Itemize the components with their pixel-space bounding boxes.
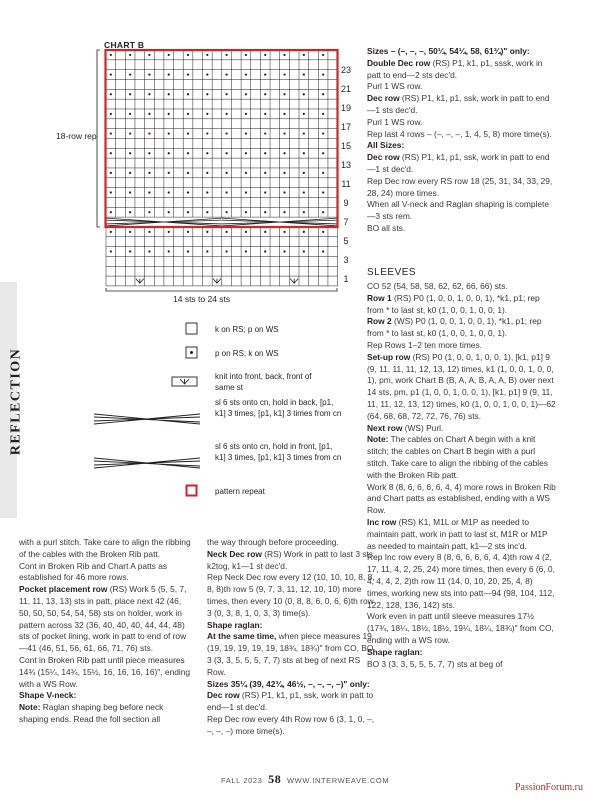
instruction-text: Work even in patt until sleeve measures 17½ (17¾, 18¼, 18½, 18½, 19¼, 18¼, 18¾)" from CO, ending with a WS row.: [367, 611, 554, 645]
legend-purl: p on RS; k on WS: [215, 349, 279, 358]
purl-dot: [245, 54, 247, 56]
purl-dot: [322, 250, 324, 252]
paragraph: [367, 352, 557, 423]
purl-dot: [110, 250, 112, 252]
instruction-text: the way through before proceeding.: [207, 537, 339, 547]
purl-dot: [322, 113, 324, 115]
paragraph: [367, 434, 557, 481]
purl-dot: [206, 250, 208, 252]
purl-dot: [168, 113, 170, 115]
purl-dot: [245, 191, 247, 193]
purl-dot: [245, 152, 247, 154]
purl-dot: [303, 73, 305, 75]
purl-dot: [303, 231, 305, 233]
paragraph: [367, 293, 557, 317]
section-tab-label: REFLECTION: [8, 347, 24, 456]
purl-dot: [206, 152, 208, 154]
purl-dot: [187, 132, 189, 134]
purl-dot: [168, 54, 170, 56]
instruction-text: (RS) Work 5 (5, 5, 7, 11, 11, 13, 13) sts in patt, place next 42 (46, 50, 50, 50, 54, 54, 58) sts on holder, work in pattern across 32 (36, 40, 40, 40, 44, 44, 48) sts of pocket lining, work in patt to end of row—41 (46, 51, 56, 61, 66, 71, 76) sts.: [19, 584, 187, 654]
paragraph: [367, 423, 557, 435]
purl-dot: [206, 113, 208, 115]
purl-dot: [110, 211, 112, 213]
purl-dot: [264, 231, 266, 233]
paragraph: [367, 199, 557, 223]
paragraph: [367, 58, 557, 82]
instruction-text: (WS) Purl.: [402, 422, 444, 433]
purl-dot: [168, 231, 170, 233]
purl-dot: [226, 191, 228, 193]
row-number: 23: [340, 65, 351, 75]
row-number: 17: [340, 122, 351, 132]
instruction-text: Rep Dec row every RS row 18 (25, 31, 34, 33, 29, 28, 24) more times.: [367, 175, 553, 198]
footer-website: WWW.INTERWEAVE.COM: [286, 776, 390, 785]
instruction-heading: Neck Dec row: [207, 548, 262, 559]
paragraph: [367, 129, 557, 141]
purl-dot: [226, 231, 228, 233]
purl-dot: [264, 93, 266, 95]
row-number: 3: [343, 255, 349, 265]
paragraph: [19, 537, 194, 561]
purl-dot: [168, 73, 170, 75]
purl-dot: [206, 73, 208, 75]
instruction-text: (RS) P1, k1, p1, ssk, work in patt to end—1 st dec'd.: [367, 152, 550, 174]
instruction-text: Work 8 (8, 6, 6, 6, 6, 4, 4) more rows in Broken Rib and Chart patts as established, ending with a WS Row.: [367, 481, 556, 516]
instruction-heading: Pocket placement row: [19, 584, 108, 595]
purl-dot: [206, 93, 208, 95]
instruction-heading: At the same time,: [207, 631, 277, 642]
instruction-text: (RS) P1, k1, p1, ssk, work in patt to end—1 sts dec'd.: [367, 93, 550, 115]
paragraph: [207, 679, 380, 691]
paragraph: [367, 517, 557, 552]
purl-dot: [283, 93, 285, 95]
column-right-bottom: [367, 281, 557, 670]
page-footer: [221, 772, 389, 787]
purl-dot: [283, 211, 285, 213]
purl-dot: [245, 73, 247, 75]
footer-issue: FALL 2023: [221, 776, 263, 785]
paragraph: [19, 584, 194, 655]
page-number: 58: [268, 772, 282, 786]
purl-dot: [226, 211, 228, 213]
purl-dot: [187, 73, 189, 75]
purl-dot: [226, 250, 228, 252]
instruction-heading: Dec row: [367, 93, 400, 104]
paragraph: [367, 552, 557, 611]
purl-dot: [283, 73, 285, 75]
purl-dot: [303, 250, 305, 252]
purl-dot: [129, 152, 131, 154]
instruction-text: Rep Inc row every 8 (8, 6, 6, 6, 6, 4, 4)th row 4 (2, 17, 11, 4, 2, 25, 24) more times, then every 6 (6, 0, 4, 4, 4, 2, 2)th row 11 (14, 0, 10, 20, 25, 4, 8) times, working new sts into patt—94 (98, 104, 112, 122, 128, 136, 142) sts.: [367, 552, 555, 610]
cable-cross: [106, 218, 222, 226]
paragraph: [207, 690, 380, 714]
instruction-heading: Dec row: [367, 152, 400, 163]
increase-mark: [213, 279, 221, 284]
instruction-heading: Next row: [367, 422, 403, 433]
purl-dot: [148, 73, 150, 75]
paragraph: [367, 117, 557, 129]
purl-dot: [148, 211, 150, 213]
purl-dot: [264, 152, 266, 154]
paragraph: [367, 81, 557, 93]
paragraph: [207, 537, 380, 549]
purl-dot: [187, 152, 189, 154]
instruction-text: Rep Dec row every 4th Row row 6 (3, 1, 0, –, –, –, –) more time(s).: [207, 713, 375, 736]
purl-dot: [226, 172, 228, 174]
purl-dot: [264, 73, 266, 75]
purl-dot: [129, 54, 131, 56]
purl-dot: [129, 93, 131, 95]
back-cable-icon: [92, 412, 202, 426]
purl-dot: [168, 191, 170, 193]
instruction-heading: Row 2: [367, 316, 392, 327]
purl-dot: [264, 211, 266, 213]
purl-dot: [206, 191, 208, 193]
paragraph: [367, 223, 557, 235]
instruction-text: (RS) P0 (1, 0, 0, 1, 0, 0, 1), [k1, p1] 9 (9, 11, 11, 11, 12, 13, 12) times, k1 (1, 0, 0, 1, 0, 0, 1), pm, work Chart B (B, A, A, B, A, A, B) over next 14 sts, pm, p1 (1, 0, 0, 1, 0, 0, 1), [k1, p1] 9 (9, 11, 11, 11, 12, 13, 12) times, k0 (1, 0, 0, 1, 0, 0, 1)—62 (64, 68, 68, 72, 72, 76, 76) sts.: [367, 351, 556, 421]
paragraph: [367, 281, 557, 293]
instruction-heading: Set-up row: [367, 351, 411, 362]
purl-dot: [322, 93, 324, 95]
purl-dot: [110, 172, 112, 174]
purl-dot: [187, 172, 189, 174]
legend-back-cable: sl 6 sts onto cn, hold in back, [p1, k1] 3 times, [p1, k1] 3 times from cn: [215, 398, 342, 418]
purl-dot: [168, 132, 170, 134]
purl-dot: [245, 132, 247, 134]
instruction-heading: Dec row: [207, 690, 240, 701]
purl-dot: [245, 93, 247, 95]
purl-dot: [283, 152, 285, 154]
pattern-repeat-icon: [185, 484, 199, 498]
instruction-text: When all V-neck and Raglan shaping is complete—3 sts rem.: [367, 199, 550, 222]
purl-dot: [283, 132, 285, 134]
instruction-text: when piece measures 19 (19, 19, 19, 19, 19, 18¾, 18¾)" from CO, BO 3 (3, 3, 5, 5, 5, 7, 7) sts at beg of next RS Row.: [207, 631, 374, 677]
purl-dot: [110, 54, 112, 56]
paragraph: [367, 152, 557, 176]
paragraph: [207, 631, 380, 678]
instruction-heading: Sizes – (–, –, –, 50¼, 54¼, 58, 61¾)" only:: [367, 46, 530, 56]
purl-dot: [226, 113, 228, 115]
instruction-text: (RS) K1, M1L or M1P as needed to maintain patt, work in patt to last st, M1R or M1P as needed to maintain patt, k1—2 sts inc'd.: [367, 516, 548, 551]
purl-dot: [148, 113, 150, 115]
knit-square-icon: [185, 322, 199, 336]
paragraph: [367, 46, 557, 58]
instruction-heading: Row 1: [367, 292, 392, 303]
purl-dot: [129, 191, 131, 193]
instruction-text: CO 52 (54, 58, 58, 62, 62, 66, 66) sts.: [367, 281, 508, 291]
column-left: [19, 537, 194, 726]
paragraph: [19, 655, 194, 690]
sts-bracket: [106, 288, 337, 291]
row-number: 7: [343, 217, 349, 227]
column-right-top: [367, 46, 557, 235]
purl-dot: [148, 172, 150, 174]
instruction-heading: All Sizes:: [367, 140, 405, 151]
instruction-text: Raglan shaping beg before neck shaping ends. Read the foll section all: [19, 702, 164, 724]
purl-dot: [322, 191, 324, 193]
instruction-heading: Shape V-neck:: [19, 690, 77, 701]
increase-mark: [136, 279, 144, 284]
instruction-text: Cont in Broken Rib and Chart A patts as established for 46 more rows.: [19, 560, 168, 583]
watermark: PassionForum.ru: [514, 782, 583, 793]
instruction-heading: Shape raglan:: [207, 619, 263, 630]
purl-dot: [206, 211, 208, 213]
purl-dot: [110, 231, 112, 233]
legend-repeat: pattern repeat: [215, 487, 265, 496]
purl-dot: [283, 54, 285, 56]
purl-dot: [148, 54, 150, 56]
instruction-text: (WS) P0 (1, 0, 0, 1, 0, 0, 1), *k1, p1; rep from * to last st, k0 (1, 0, 0, 1, 0, 0, 1).: [367, 316, 542, 339]
purl-dot: [129, 73, 131, 75]
purl-dot: [206, 231, 208, 233]
instruction-text: (RS) P0 (1, 0, 0, 1, 0, 0, 1), *k1, p1; rep from * to last st, k0 (1, 0, 0, 1, 0, 0, 1).: [367, 292, 540, 315]
purl-dot: [206, 132, 208, 134]
paragraph: [207, 620, 380, 632]
purl-dot: [110, 113, 112, 115]
chart-b-diagram: [48, 40, 348, 300]
row-number: 1: [343, 274, 349, 284]
purl-dot: [187, 250, 189, 252]
chart-grid: [106, 50, 338, 286]
chart-title: CHART B: [104, 40, 145, 50]
purl-dot: [110, 73, 112, 75]
purl-dot: [245, 231, 247, 233]
purl-dot: [264, 250, 266, 252]
purl-dot: [148, 250, 150, 252]
purl-dot: [129, 211, 131, 213]
purl-dot: [168, 93, 170, 95]
purl-dot: [226, 132, 228, 134]
instruction-heading: Note:: [367, 434, 389, 445]
purl-dot: [168, 172, 170, 174]
purl-dot: [303, 211, 305, 213]
instruction-text: BO all sts.: [367, 222, 406, 233]
purl-dot: [129, 113, 131, 115]
instruction-heading: Sizes 35¼ (39, 42¾, 46½, –, –, –, –)" only:: [207, 678, 370, 689]
row-number: 13: [340, 160, 351, 170]
purl-dot: [283, 113, 285, 115]
purl-dot: [148, 93, 150, 95]
purl-dot: [322, 231, 324, 233]
instruction-heading: Inc row: [367, 516, 397, 527]
purl-dot: [322, 152, 324, 154]
purl-dot: [226, 54, 228, 56]
legend-front-cable: sl 6 sts onto cn, hold in front, [p1, k1] 3 times, [p1, k1] 3 times from cn: [215, 442, 342, 462]
paragraph: [367, 176, 557, 200]
purl-dot: [322, 172, 324, 174]
paragraph: [367, 340, 557, 352]
paragraph: [367, 93, 557, 117]
purl-dot: [206, 172, 208, 174]
purl-dot: [129, 172, 131, 174]
purl-dot: [264, 191, 266, 193]
purl-dot: [187, 54, 189, 56]
row-number: 11: [341, 179, 351, 189]
purl-dot: [110, 132, 112, 134]
instruction-text: (RS) P1, k1, p1, sssk, work in patt to end—2 sts dec'd.: [367, 57, 543, 80]
purl-dot: [168, 152, 170, 154]
purl-dot: [206, 54, 208, 56]
purl-dot: [110, 191, 112, 193]
paragraph: [19, 561, 194, 585]
purl-dot: [303, 191, 305, 193]
paragraph: [367, 482, 557, 517]
instruction-text: Cont in Broken Rib patt until piece measures 14¾ (15¼, 14¾, 15½, 16, 16, 16, 16)", ending with a WS Row.: [19, 654, 191, 689]
paragraph: [207, 714, 380, 738]
purl-dot: [226, 93, 228, 95]
purl-dot: [322, 211, 324, 213]
purl-dot: [322, 54, 324, 56]
purl-dot: [303, 172, 305, 174]
paragraph: [19, 702, 194, 726]
purl-dot: [303, 132, 305, 134]
purl-dot: [187, 211, 189, 213]
row-number: 9: [343, 198, 349, 208]
purl-dot: [264, 132, 266, 134]
purl-dot: [283, 191, 285, 193]
purl-dot: [110, 152, 112, 154]
paragraph: [367, 611, 557, 646]
instruction-text: Rep last 4 rows – (–, –, –, 1, 4, 5, 8) more time(s).: [367, 128, 552, 139]
row-number: 19: [340, 103, 351, 113]
purl-dot: [129, 250, 131, 252]
increase-mark: [290, 279, 298, 284]
front-cable-icon: [92, 456, 202, 470]
purl-dot: [264, 172, 266, 174]
purl-dot: [148, 191, 150, 193]
purl-dot: [245, 172, 247, 174]
purl-dot: [303, 93, 305, 95]
purl-dot: [245, 113, 247, 115]
paragraph: [19, 690, 194, 702]
legend-increase: knit into front, back, front of same st: [215, 372, 312, 392]
rep-label: 18-row rep: [56, 131, 97, 141]
purl-dot: [226, 73, 228, 75]
cable-cross: [222, 218, 338, 226]
purl-dot: [245, 211, 247, 213]
purl-dot: [148, 231, 150, 233]
purl-dot: [245, 250, 247, 252]
purl-dot: [129, 231, 131, 233]
column-middle: [207, 537, 380, 738]
purl-dot: [303, 152, 305, 154]
instruction-heading: Note:: [19, 702, 41, 713]
instruction-text: Rep Neck Dec row every 12 (10, 10, 10, 8, 8, 8, 8)th row 5 (9, 7, 3, 11, 12, 10, 10) more times, then every 10 (0, 8, 8, 6, 0, 6, 6)th row 3 (0, 3, 8, 1, 0, 3, 3) time(s).: [207, 572, 375, 618]
instruction-text: with a purl stitch. Take care to align the ribbing of the cables with the Broken Rib patt.: [19, 537, 191, 559]
paragraph: [207, 572, 380, 619]
purl-dot: [187, 191, 189, 193]
purl-dot: [264, 54, 266, 56]
instruction-text: The cables on Chart A begin with a knit stitch; the cables on Chart B begin with a purl stitch. Take care to align the ribbing of the cables with the Broken Rib patt.: [367, 434, 548, 480]
purl-dot: [187, 231, 189, 233]
paragraph: [207, 549, 380, 573]
legend-knit: k on RS; p on WS: [215, 325, 279, 334]
purl-dot: [148, 132, 150, 134]
purl-dot: [322, 132, 324, 134]
increase-symbol-icon: [171, 376, 199, 388]
instruction-text: Rep Rows 1–2 ten more times.: [367, 339, 482, 350]
instruction-heading: Double Dec row: [367, 57, 431, 68]
purl-dot: [187, 113, 189, 115]
row-number: 21: [340, 84, 351, 94]
purl-dot: [264, 113, 266, 115]
instruction-text: (RS) P1, k1, p1, ssk, work in patt to end—1 st dec'd.: [207, 690, 374, 713]
paragraph: [367, 316, 557, 340]
row-number: 15: [340, 141, 351, 151]
purl-dot: [148, 152, 150, 154]
purl-dot: [303, 54, 305, 56]
instruction-text: BO 3 (3, 3, 5, 5, 5, 7, 7) sts at beg of: [367, 658, 503, 669]
purl-dot: [283, 231, 285, 233]
purl-dot: [168, 250, 170, 252]
purl-dot: [129, 132, 131, 134]
purl-dot: [110, 93, 112, 95]
sts-label: 14 sts to 24 sts: [173, 294, 231, 304]
purl-dot: [168, 211, 170, 213]
instruction-text: Purl 1 WS row.: [367, 81, 423, 92]
purl-dot: [226, 152, 228, 154]
paragraph: [367, 659, 557, 671]
purl-dot: [283, 172, 285, 174]
instruction-heading: Shape raglan:: [367, 646, 423, 657]
sleeves-heading: SLEEVES: [367, 267, 417, 278]
purl-dot: [303, 113, 305, 115]
purl-dot: [322, 73, 324, 75]
row-number: 5: [343, 236, 349, 246]
rep-bracket: [97, 50, 100, 227]
purl-dot: [187, 93, 189, 95]
purl-dot: [283, 250, 285, 252]
purl-dot-square-icon: [185, 346, 199, 360]
paragraph: [367, 140, 557, 152]
instruction-text: (RS) Work in patt to last 3 sts, k2tog, k1—1 st dec'd.: [207, 548, 376, 571]
instruction-text: Purl 1 WS row.: [367, 116, 423, 127]
paragraph: [367, 647, 557, 659]
